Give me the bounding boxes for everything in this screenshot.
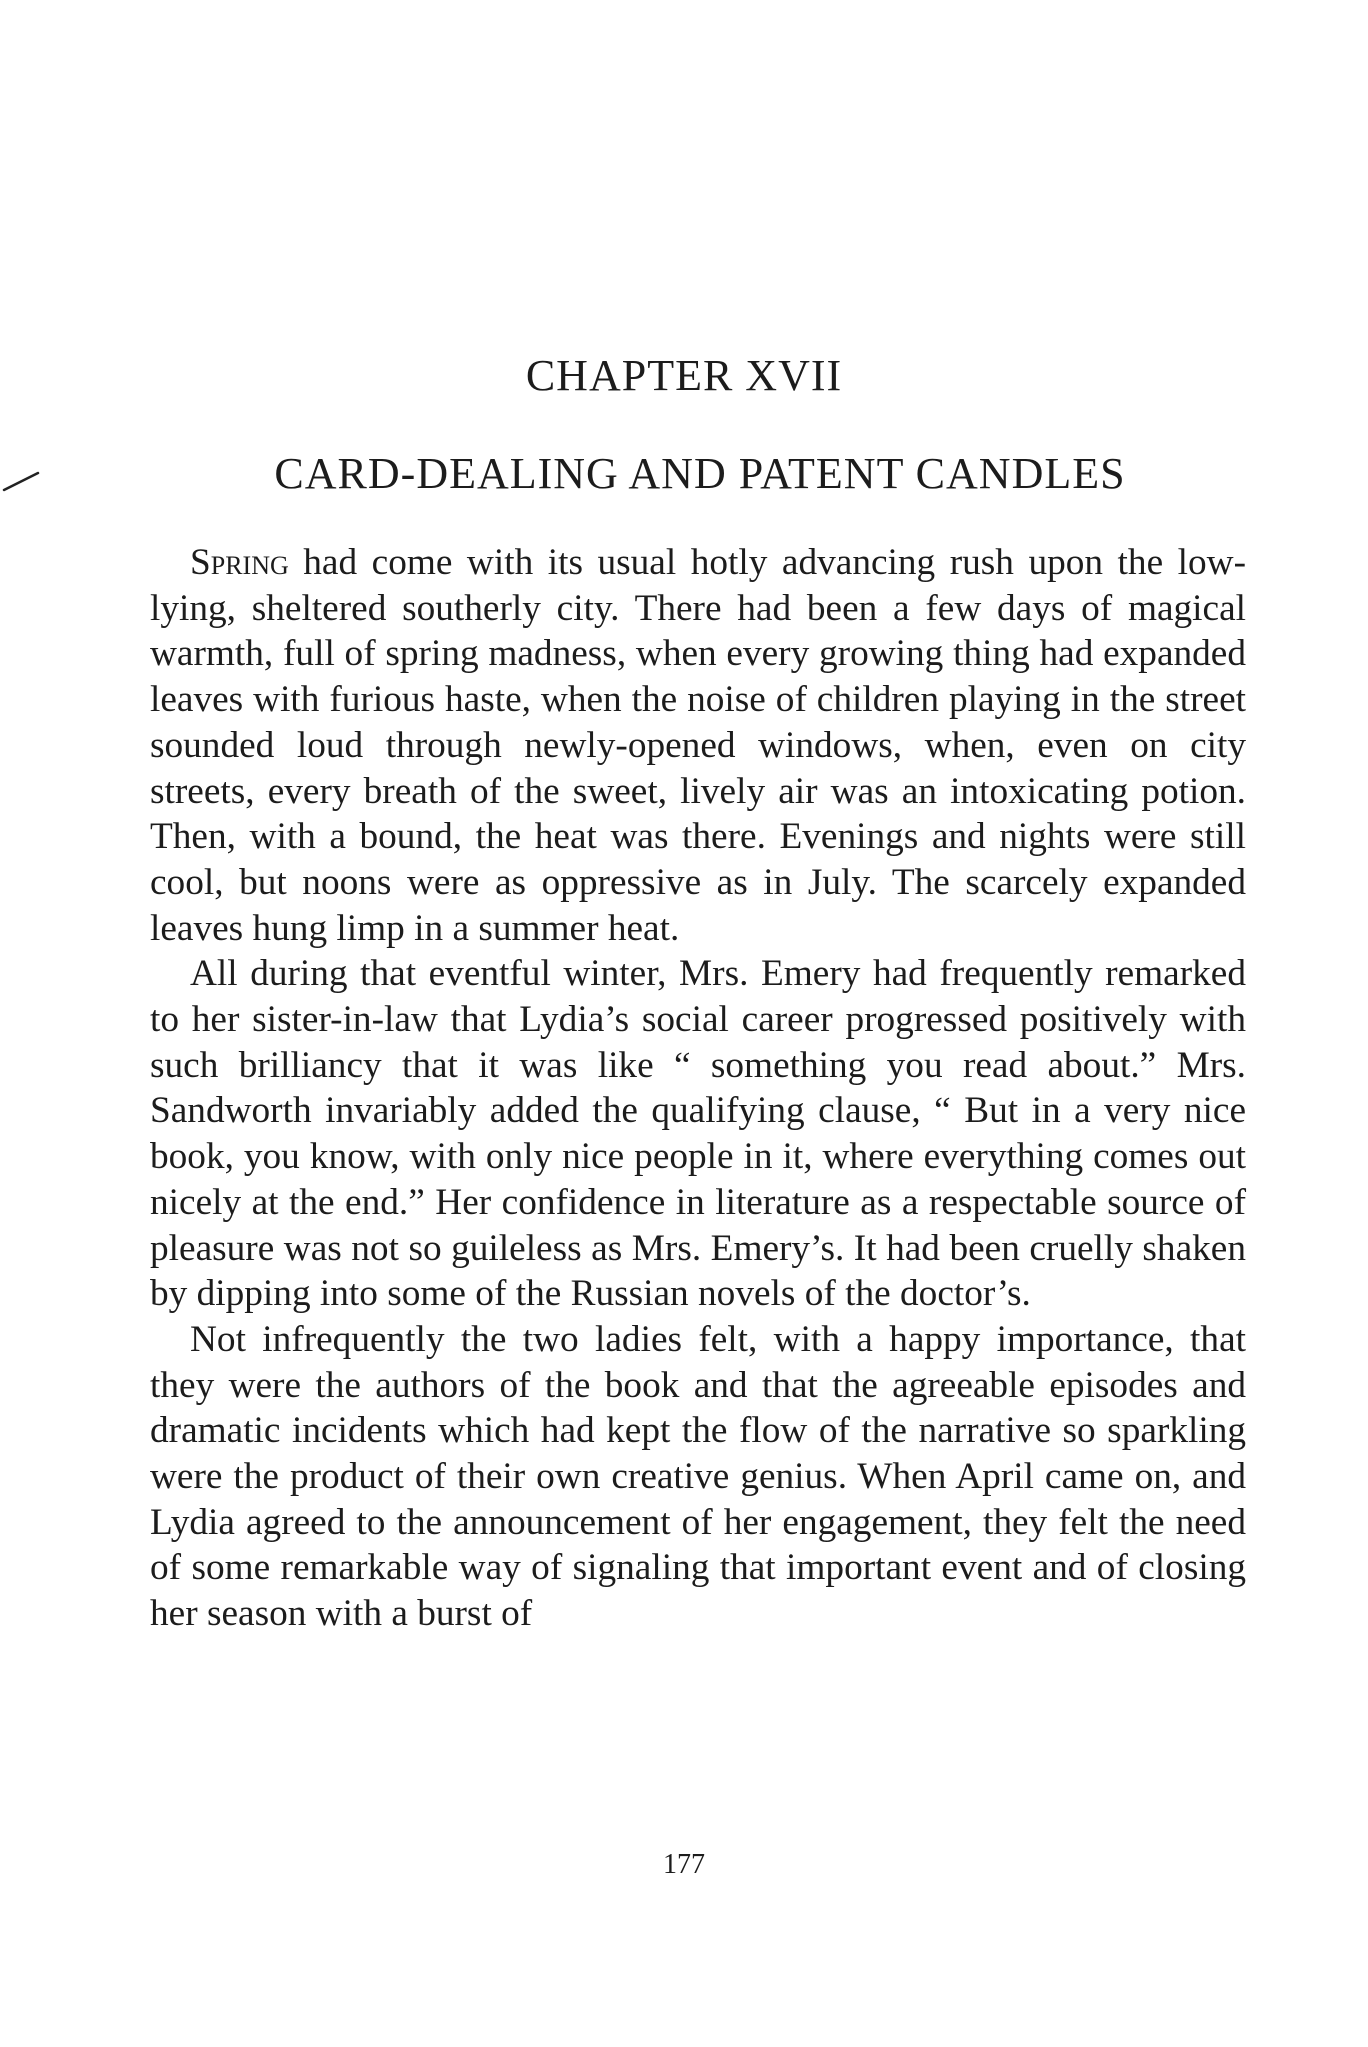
paragraph-3: Not infrequently the two ladies felt, with a happy importance, that they were the authors of the book and that the agreeable episodes and dramatic incidents which had kept the flow of the narrative so sparkling were the product of their own creative genius. When April came on, and Lydia agreed to the announcement of her engagement, they felt the need of some remarkable way of signaling that important event and of closing her season with a burst of (150, 1318, 1246, 1635)
margin-pencil-mark (2, 470, 42, 494)
paragraph-2: All during that eventful winter, Mrs. Emery had frequently remarked to her sister-in-law that Lydia’s social career progressed positively with such brilliancy that it was like “ something you read about.” Mrs. Sandworth invariably added the qualifying clause, “ But in a very nice book, you know, with only nice people in it, where everything comes out nicely at the end.” Her confidence in literature as a respectable source of pleasure was not so guileless as Mrs. Emery’s. It had been cruelly shaken by dipping into some of the Russian novels of the doctor’s. (150, 953, 1246, 1315)
opening-word: Spring (190, 542, 289, 583)
paragraph-1 (150, 540, 1246, 951)
chapter-number: CHAPTER XVII (525, 351, 843, 400)
body-text (150, 540, 1246, 1637)
paragraph-1-text: had come with its usual hotly advancing rush upon the low-lying, sheltered southerly city. There had been a few days of magical warmth, full of spring madness, when every growing thing had expanded leaves with furious haste, when the noise of children playing in the street sounded loud through newly-opened windows, when, even on city streets, every breath of the sweet, lively air was an intoxicating potion. Then, with a bound, the heat was there. Evenings and nights were still cool, but noons were as oppressive as in July. The scarcely expanded leaves hung limp in a summer heat. (150, 542, 1246, 949)
page-number: 177 (663, 1849, 705, 1880)
chapter-title: CARD-DEALING AND PATENT CANDLES (274, 449, 1126, 498)
